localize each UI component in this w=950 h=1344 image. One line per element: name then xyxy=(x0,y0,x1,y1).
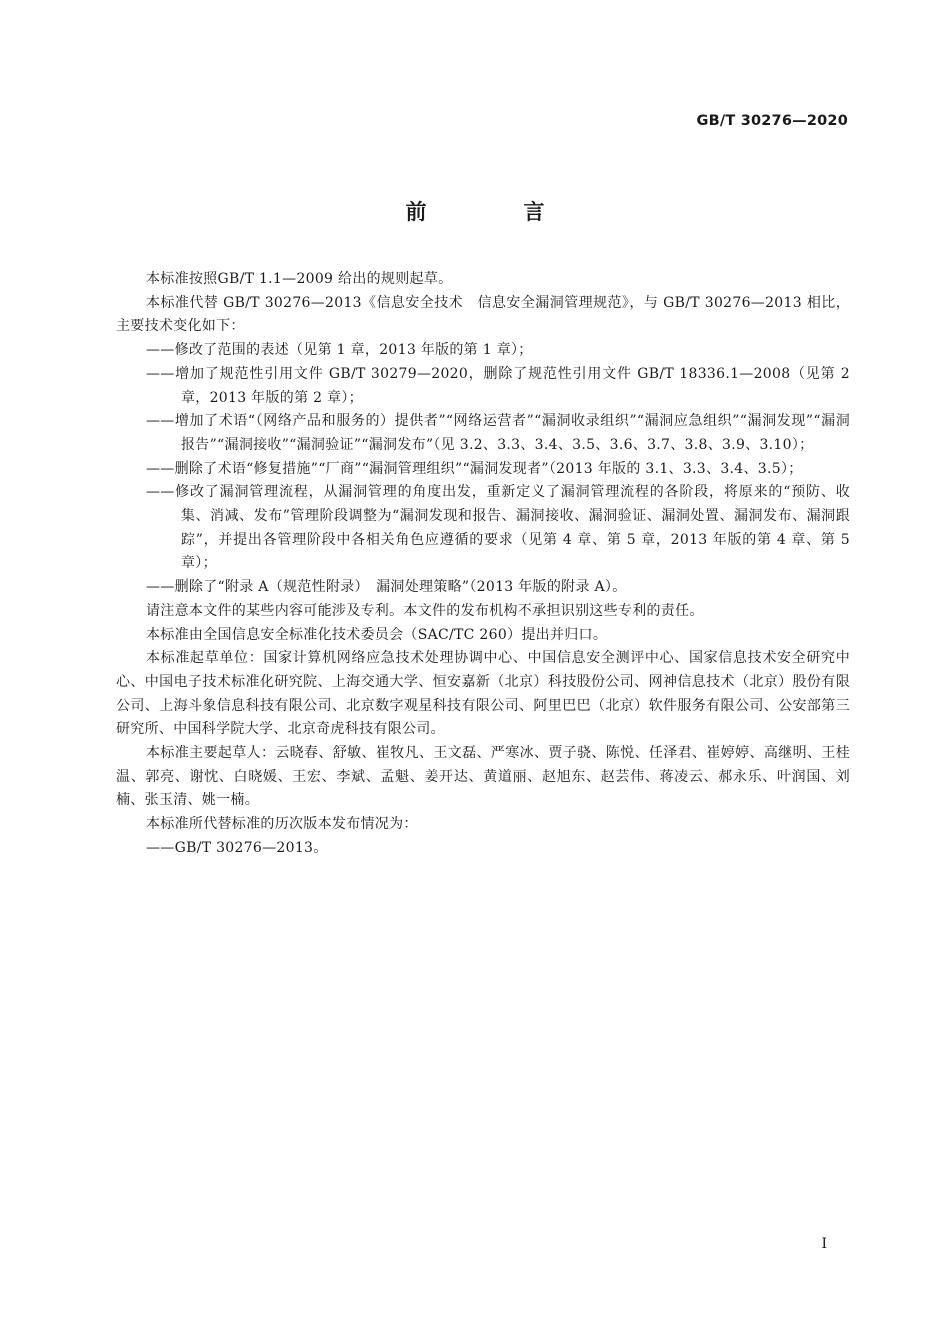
document-body xyxy=(116,268,850,861)
change-item-scope: ——修改了范围的表述（见第 1 章，2013 年版的第 1 章）； xyxy=(146,342,533,359)
change-item-process: ——修改了漏洞管理流程，从漏洞管理的角度出发，重新定义了漏洞管理流程的各阶段，将原来的“预防、收集、消减、发布”管理阶段调整为“漏洞发现和报告、漏洞接收、漏洞验证、漏洞处置、漏洞发布、漏洞跟踪”，并提出各管理阶段中各相关角色应遵循的要求（见第 4 章、第 5 章，2013 年版的第 4 章、第 5 章）； xyxy=(146,484,850,572)
paragraph-history-intro: 本标准所代替标准的历次版本发布情况为： xyxy=(146,816,418,833)
paragraph-drafters: 本标准主要起草人：云晓春、舒敏、崔牧凡、王文磊、严寒冰、贾子骁、陈悦、任泽君、崔婷婷、高继明、王桂温、郭亮、谢忱、白晓媛、王宏、李斌、孟魁、姜开达、黄道丽、赵旭东、赵芸伟、蒋凌云、郝永乐、叶润国、刘楠、张玉清、姚一楠。 xyxy=(116,745,850,809)
page-number: I xyxy=(821,1236,827,1252)
change-item-added-terms: ——增加了术语“（网络产品和服务的）提供者”“网络运营者”“漏洞收录组织”“漏洞应急组织”“漏洞发现”“漏洞报告”“漏洞接收”“漏洞验证”“漏洞发布”（见 3.2、3.3、3.4、3.5、3.6、3.7、3.8、3.9、3.10）； xyxy=(146,413,850,453)
paragraph-drafting-rules: 本标准按照GB/T 1.1—2009 给出的规则起草。 xyxy=(146,271,453,287)
change-item-removed-terms: ——删除了术语“修复措施”“厂商”“漏洞管理组织”“漏洞发现者”（2013 年版的 3.1、3.3、3.4、3.5）； xyxy=(146,460,803,477)
paragraph-drafting-units: 本标准起草单位：国家计算机网络应急技术处理协调中心、中国信息安全测评中心、国家信息技术安全研究中心、中国电子技术标准化研究院、上海交通大学、恒安嘉新（北京）科技股份公司、网神信息技术（北京）股份有限公司、上海斗象信息科技有限公司、北京数字观星科技有限公司、阿里巴巴（北京）软件服务有限公司、公安部第三研究所、中国科学院大学、北京奇虎科技有限公司。 xyxy=(116,650,850,738)
history-item: ——GB/T 30276—2013。 xyxy=(146,839,328,856)
paragraph-patent-notice: 请注意本文件的某些内容可能涉及专利。本文件的发布机构不承担识别这些专利的责任。 xyxy=(146,602,704,619)
change-item-annex: ——删除了“附录 A（规范性附录） 漏洞处理策略”（2013 年版的附录 A）。 xyxy=(146,579,627,596)
paragraph-replaces: 本标准代替 GB/T 30276—2013《信息安全技术 信息安全漏洞管理规范》，与 GB/T 30276—2013 相比，主要技术变化如下： xyxy=(116,294,850,335)
change-item-references: ——增加了规范性引用文件 GB/T 30279—2020，删除了规范性引用文件 GB/T 18336.1—2008（见第 2 章，2013 年版的第 2 章）； xyxy=(146,365,850,406)
page-title: 前 言 xyxy=(405,200,583,224)
paragraph-proposer: 本标准由全国信息安全标准化技术委员会（SAC/TC 260）提出并归口。 xyxy=(146,626,608,643)
standard-number: GB/T 30276—2020 xyxy=(696,113,848,129)
